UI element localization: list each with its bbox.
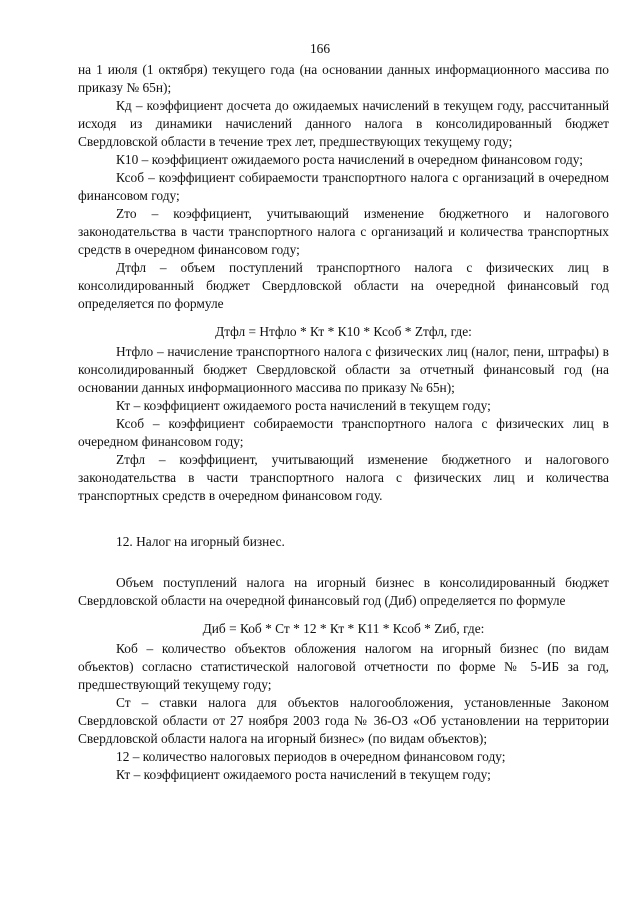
paragraph: Кт – коэффициент ожидаемого роста начислений в текущем году; — [116, 398, 491, 413]
section-heading: 12. Налог на игорный бизнес. — [116, 534, 285, 549]
paragraph: Ксоб – коэффициент собираемости транспортного налога с физических лиц в очередном финансовом году; — [78, 416, 609, 449]
paragraph: Ксоб – коэффициент собираемости транспортного налога с организаций в очередном финансовом году; — [78, 170, 609, 203]
page-content — [78, 61, 609, 784]
formula-transport-individuals: Дтфл = Нтфло * Кт * К10 * Ксоб * Zтфл, где: — [215, 324, 472, 339]
paragraph: на 1 июля (1 октября) текущего года (на основании данных информационного массива по приказу № 65н); — [78, 62, 609, 95]
paragraph: Дтфл – объем поступлений транспортного налога с физических лиц в консолидированный бюджет Свердловской области на очередной финансовый год определяется по формуле — [78, 260, 609, 311]
paragraph: Zтфл – коэффициент, учитывающий изменение бюджетного и налогового законодательства в части транспортного налога с физических лиц и количества транспортных средств в очередном финансовом году. — [78, 452, 609, 503]
paragraph: Zто – коэффициент, учитывающий изменение бюджетного и налогового законодательства в части транспортного налога с организаций и количества транспортных средств в очередном финансовом году; — [78, 206, 609, 257]
formula-gambling-tax: Диб = Коб * Ст * 12 * Кт * К11 * Ксоб * Zиб, где: — [202, 621, 485, 636]
paragraph: Объем поступлений налога на игорный бизнес в консолидированный бюджет Свердловской области на очередной финансовый год (Диб) определяется по формуле — [78, 575, 609, 608]
paragraph: Кт – коэффициент ожидаемого роста начислений в текущем году; — [116, 767, 491, 782]
paragraph: Ст – ставки налога для объектов налогообложения, установленные Законом Свердловской области от 27 ноября 2003 года № 36-ОЗ «Об установлении на территории Свердловской области налога на игорный бизнес» (по видам объектов); — [78, 695, 609, 746]
page-number: 166 — [309, 41, 331, 56]
paragraph: К10 – коэффициент ожидаемого роста начислений в очередном финансовом году; — [116, 152, 584, 167]
paragraph: Коб – количество объектов обложения налогом на игорный бизнес (по видам объектов) согласно статистической налоговой отчетности по форме № 5-ИБ за год, предшествующий текущему году; — [78, 641, 609, 692]
paragraph: Кд – коэффициент досчета до ожидаемых начислений в текущем году, рассчитанный исходя из динамики начислений данного налога в консолидированный бюджет Свердловской области в течение трех лет, предшествующих текущему году; — [78, 98, 609, 149]
paragraph: Нтфло – начисление транспортного налога с физических лиц (налог, пени, штрафы) в консолидированный бюджет Свердловской области за отчетный финансовый год (на основании данных информационного массива по приказу № 65н); — [78, 344, 609, 395]
paragraph: 12 – количество налоговых периодов в очередном финансовом году; — [116, 749, 506, 764]
